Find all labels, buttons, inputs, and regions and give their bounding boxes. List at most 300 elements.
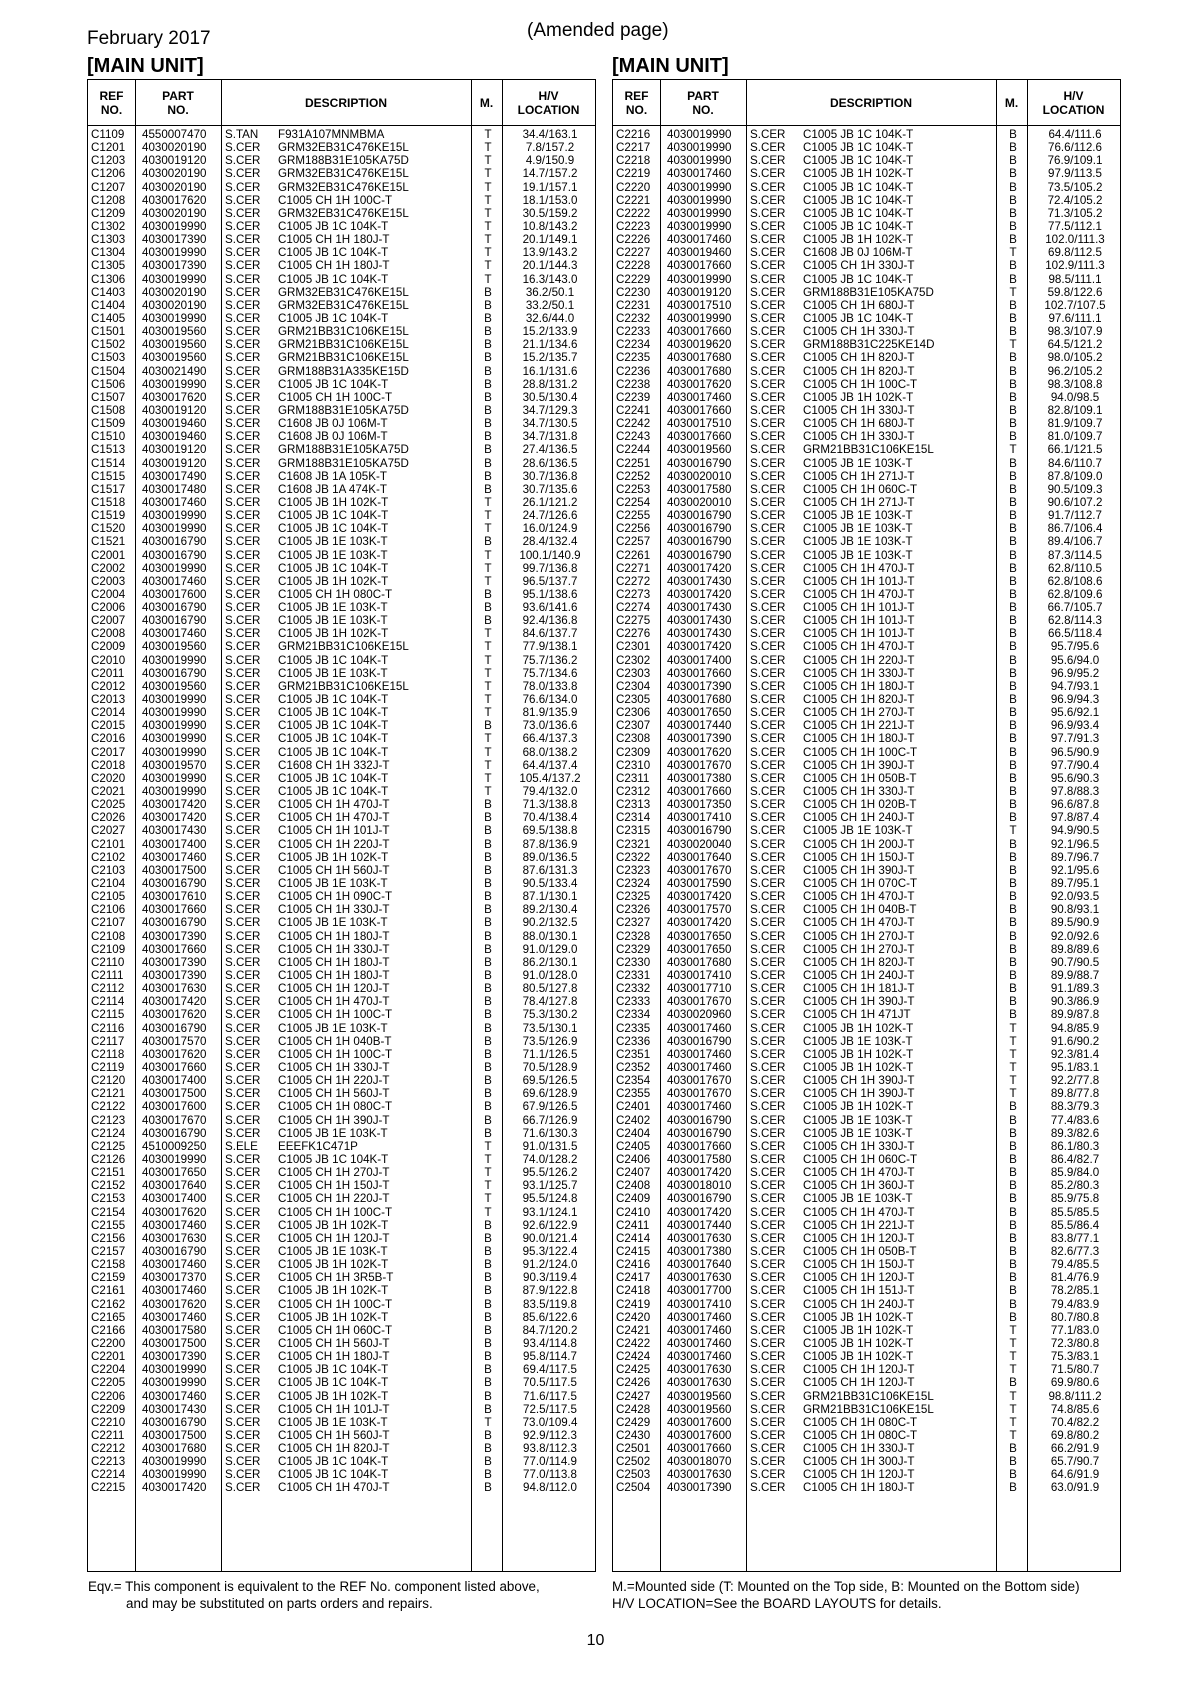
hv-location: 77.9/138.1 xyxy=(522,640,578,654)
part-type: S.CER xyxy=(225,693,261,707)
mount-side: B xyxy=(484,364,492,378)
part-type: S.CER xyxy=(750,942,786,956)
description: C1005 JB 1E 103K-T xyxy=(278,1244,388,1258)
ref-no: C2261 xyxy=(616,548,651,562)
part-no: 4030019120 xyxy=(142,403,207,417)
hv-location: 16.0/124.9 xyxy=(522,522,578,536)
hv-location: 93.8/112.3 xyxy=(523,1442,577,1456)
ref-no: C2010 xyxy=(91,653,126,667)
description: C1005 JB 1H 102K-T xyxy=(803,1350,914,1364)
ref-no: C2322 xyxy=(616,850,651,864)
ref-no: C2327 xyxy=(616,916,651,930)
ref-no: C2103 xyxy=(91,863,126,877)
hv-location: 70.5/117.5 xyxy=(523,1376,577,1390)
part-no: 4030019990 xyxy=(667,141,732,155)
ref-no: C2101 xyxy=(91,837,126,851)
hv-location: 16.1/131.6 xyxy=(522,364,578,378)
mount-side: T xyxy=(1009,1047,1017,1061)
table-row xyxy=(88,509,595,522)
part-type: S.CER xyxy=(225,1402,261,1416)
ref-no: C2161 xyxy=(91,1284,126,1298)
hv-location: 15.2/133.9 xyxy=(522,325,578,339)
mount-side: B xyxy=(1009,785,1017,799)
part-no: 4030017630 xyxy=(667,1231,732,1245)
part-no: 4030017570 xyxy=(667,903,732,917)
part-no: 4030019120 xyxy=(142,154,207,168)
table-row xyxy=(88,483,595,496)
table-row xyxy=(88,312,595,325)
ref-no: C2418 xyxy=(616,1284,651,1298)
ref-no: C2152 xyxy=(91,1179,126,1193)
table-row xyxy=(88,299,595,312)
part-type: S.CER xyxy=(225,456,261,470)
hv-location: 96.9/95.2 xyxy=(1050,666,1100,680)
part-type: S.CER xyxy=(225,1310,261,1324)
description: GRM188B31E105KA75D xyxy=(278,403,409,417)
ref-no: C2166 xyxy=(91,1323,126,1337)
ref-no: C1519 xyxy=(91,509,126,523)
table-row xyxy=(613,207,1120,220)
part-no: 4030017390 xyxy=(142,259,207,273)
description: C1005 CH 1H 101J-T xyxy=(803,627,915,641)
hv-location: 64.6/91.9 xyxy=(1050,1468,1100,1482)
hv-location: 95.5/124.8 xyxy=(522,1192,578,1206)
hv-location: 62.8/110.5 xyxy=(1048,561,1102,575)
table-row xyxy=(613,549,1120,562)
description: C1005 JB 1C 104K-T xyxy=(278,311,389,325)
mount-side: B xyxy=(1009,679,1017,693)
header-ref: REF NO. xyxy=(624,88,649,117)
description: C1005 CH 1H 470J-T xyxy=(278,798,390,812)
hv-location: 82.8/109.1 xyxy=(1047,403,1103,417)
part-no: 4030017430 xyxy=(142,1402,207,1416)
hv-location: 20.1/144.3 xyxy=(522,259,578,273)
mount-side: B xyxy=(1009,890,1017,904)
part-type: S.CER xyxy=(225,1284,261,1298)
part-no: 4030017630 xyxy=(667,1376,732,1390)
ref-no: C2251 xyxy=(616,456,651,470)
table-row xyxy=(613,719,1120,732)
table-row xyxy=(613,1416,1120,1429)
ref-no: C2326 xyxy=(616,903,651,917)
part-type: S.CER xyxy=(225,955,261,969)
part-type: S.CER xyxy=(750,1258,786,1272)
table-row xyxy=(88,1271,595,1284)
mount-side: B xyxy=(1009,1166,1017,1180)
table-row xyxy=(88,943,595,956)
ref-no: C2007 xyxy=(91,614,126,628)
description: C1005 CH 1H 150J-T xyxy=(803,1258,915,1272)
hv-location: 90.6/107.2 xyxy=(1047,495,1103,509)
ref-no: C2243 xyxy=(616,430,651,444)
ref-no: C2117 xyxy=(91,1034,125,1048)
description: C1005 CH 1H 180J-T xyxy=(278,955,390,969)
mount-side: B xyxy=(484,614,492,628)
table-row xyxy=(613,1008,1120,1021)
table-row xyxy=(88,654,595,667)
description: C1005 CH 1H 180J-T xyxy=(803,1481,915,1495)
description: GRM21BB31C106KE15L xyxy=(278,338,409,352)
part-no: 4030019990 xyxy=(667,154,732,168)
part-no: 4030016790 xyxy=(142,601,207,615)
table-row xyxy=(613,141,1120,154)
ref-no: C2215 xyxy=(91,1481,126,1495)
hv-location: 98.0/105.2 xyxy=(1047,351,1103,365)
ref-no: C2355 xyxy=(616,1087,651,1101)
part-type: S.CER xyxy=(225,877,261,891)
table-row xyxy=(88,325,595,338)
part-no: 4030017630 xyxy=(667,1363,732,1377)
table-row xyxy=(88,391,595,404)
part-no: 4030017460 xyxy=(142,495,207,509)
part-type: S.CER xyxy=(225,929,261,943)
hv-location: 20.1/149.1 xyxy=(522,233,578,247)
hv-location: 87.3/114.5 xyxy=(1048,548,1102,562)
part-type: S.CER xyxy=(225,653,261,667)
hv-location: 69.8/112.5 xyxy=(1048,246,1102,260)
table-row xyxy=(613,811,1120,824)
description: C1005 JB 1C 104K-T xyxy=(278,653,389,667)
part-type: S.CER xyxy=(225,1047,261,1061)
table-row xyxy=(613,1258,1120,1271)
part-no: 4030019990 xyxy=(142,1376,207,1390)
part-type: S.CER xyxy=(225,1074,261,1088)
hv-location: 96.9/93.4 xyxy=(1050,719,1100,733)
mount-side: T xyxy=(484,1415,492,1429)
mount-side: B xyxy=(1009,693,1017,707)
part-type: S.CER xyxy=(750,837,786,851)
part-no: 4030017500 xyxy=(142,863,207,877)
table-row xyxy=(88,601,595,614)
part-no: 4030017580 xyxy=(142,1323,207,1337)
ref-no: C2119 xyxy=(91,1060,125,1074)
table-row xyxy=(88,259,595,272)
ref-no: C2427 xyxy=(616,1389,651,1403)
part-no: 4030017620 xyxy=(142,1205,207,1219)
mount-side: B xyxy=(1009,1113,1017,1127)
description: C1005 JB 1E 103K-T xyxy=(803,456,913,470)
part-no: 4030019460 xyxy=(142,417,207,431)
description: C1005 JB 1C 104K-T xyxy=(278,272,389,286)
part-no: 4030019570 xyxy=(142,758,207,772)
hv-location: 75.3/130.2 xyxy=(522,1008,578,1022)
description: C1005 CH 1H 560J-T xyxy=(278,1428,390,1442)
table-row xyxy=(613,430,1120,443)
part-type: S.CER xyxy=(750,601,786,615)
part-type: S.CER xyxy=(225,601,261,615)
part-no: 4030017460 xyxy=(667,1350,732,1364)
part-no: 4030020190 xyxy=(142,206,207,220)
description: C1005 JB 1C 104K-T xyxy=(278,771,389,785)
description: C1005 JB 1C 104K-T xyxy=(278,1455,389,1469)
table-row xyxy=(88,1324,595,1337)
mount-side: T xyxy=(484,1192,492,1206)
mount-side: B xyxy=(1009,351,1017,365)
part-no: 4030017420 xyxy=(667,1166,732,1180)
mount-side: B xyxy=(484,969,492,982)
part-no: 4030016790 xyxy=(667,522,732,536)
hv-location: 70.4/82.2 xyxy=(1050,1415,1100,1429)
hv-location: 74.0/128.2 xyxy=(522,1152,578,1166)
description: C1005 JB 1E 103K-T xyxy=(803,548,913,562)
description: C1005 JB 1E 103K-T xyxy=(803,1113,913,1127)
table-row xyxy=(88,759,595,772)
ref-no: C2012 xyxy=(91,679,126,693)
part-no: 4030017630 xyxy=(142,1231,207,1245)
part-no: 4030017390 xyxy=(667,679,732,693)
hv-location: 93.6/141.6 xyxy=(522,601,578,615)
footnote-hv: H/V LOCATION=See the BOARD LAYOUTS for details. xyxy=(612,1596,942,1611)
table-row xyxy=(613,732,1120,745)
ref-no: C2407 xyxy=(616,1166,651,1180)
part-type: S.CER xyxy=(225,206,261,220)
part-no: 4030017420 xyxy=(667,587,732,601)
description: C1005 CH 1H 060C-T xyxy=(803,482,918,496)
part-no: 4030017440 xyxy=(667,1218,732,1232)
hv-location: 86.4/82.7 xyxy=(1050,1152,1100,1166)
hv-location: 34.4/163.1 xyxy=(522,128,578,141)
hv-location: 70.5/128.9 xyxy=(522,1060,578,1074)
part-no: 4030019990 xyxy=(142,522,207,536)
hv-location: 66.5/118.4 xyxy=(1048,627,1102,641)
ref-no: C2422 xyxy=(616,1336,651,1350)
description: C1005 CH 1H 151J-T xyxy=(803,1284,915,1298)
ref-no: C2402 xyxy=(616,1113,651,1127)
table-row xyxy=(613,654,1120,667)
part-no: 4030019560 xyxy=(142,679,207,693)
ref-no: C2321 xyxy=(616,837,651,851)
table-row xyxy=(88,1219,595,1232)
ref-no: C2331 xyxy=(616,969,651,982)
part-no: 4030020040 xyxy=(667,837,732,851)
hv-location: 92.1/96.5 xyxy=(1050,837,1100,851)
ref-no: C2501 xyxy=(616,1442,651,1456)
description: C1005 CH 1H 330J-T xyxy=(803,785,915,799)
part-type: S.CER xyxy=(750,1442,786,1456)
description: C1005 JB 1C 104K-T xyxy=(278,561,389,575)
ref-no: C2303 xyxy=(616,666,651,680)
ref-no: C2026 xyxy=(91,811,126,825)
mount-side: B xyxy=(484,587,492,601)
ref-no: C2425 xyxy=(616,1363,651,1377)
mount-side: B xyxy=(484,798,492,812)
description: C1005 CH 1H 101J-T xyxy=(803,601,915,615)
table-row xyxy=(88,1074,595,1087)
ref-no: C2323 xyxy=(616,863,651,877)
description: C1005 CH 1H 271J-T xyxy=(803,495,915,509)
description: C1005 JB 1C 104K-T xyxy=(803,272,914,286)
ref-no: C2235 xyxy=(616,351,651,365)
mount-side: B xyxy=(1009,1258,1017,1272)
part-no: 4030017460 xyxy=(667,167,732,181)
table-row xyxy=(613,575,1120,588)
part-no: 4030017660 xyxy=(667,785,732,799)
part-no: 4030017600 xyxy=(667,1415,732,1429)
hv-location: 73.5/130.1 xyxy=(522,1021,578,1035)
part-type: S.CER xyxy=(225,1192,261,1206)
table-row xyxy=(613,1153,1120,1166)
ref-no: C1109 xyxy=(91,128,125,141)
table-row xyxy=(88,798,595,811)
description: GRM21BB31C106KE15L xyxy=(803,1402,934,1416)
mount-side: B xyxy=(1009,1376,1017,1390)
description: C1005 JB 1E 103K-T xyxy=(803,824,913,838)
part-type: S.CER xyxy=(225,193,261,207)
description: C1005 CH 1H 040B-T xyxy=(803,903,917,917)
mount-side: T xyxy=(1009,246,1017,260)
mount-side: T xyxy=(484,548,492,562)
mount-side: B xyxy=(484,837,492,851)
ref-no: C2242 xyxy=(616,417,651,431)
part-type: S.CER xyxy=(750,522,786,536)
description: GRM21BB31C106KE15L xyxy=(803,1389,934,1403)
mount-side: T xyxy=(484,206,492,220)
part-no: 4030017620 xyxy=(142,1047,207,1061)
mount-side: B xyxy=(1009,377,1017,391)
part-no: 4030017660 xyxy=(142,1060,207,1074)
part-no: 4030019560 xyxy=(142,640,207,654)
hv-location: 95.6/90.3 xyxy=(1050,771,1100,785)
part-no: 4030019990 xyxy=(142,1152,207,1166)
hv-location: 27.4/136.5 xyxy=(522,443,578,457)
part-type: S.CER xyxy=(750,1402,786,1416)
mount-side: B xyxy=(1009,1100,1017,1114)
part-type: S.CER xyxy=(225,1271,261,1285)
footnote-eqv-cont: and may be substituted on parts orders and repairs. xyxy=(126,1596,433,1611)
part-type: S.CER xyxy=(750,1008,786,1022)
ref-no: C2125 xyxy=(91,1139,126,1153)
table-row xyxy=(88,1429,595,1442)
ref-no: C2218 xyxy=(616,154,651,168)
part-no: 4030017570 xyxy=(142,1034,207,1048)
ref-no: C2324 xyxy=(616,877,651,891)
description: C1005 CH 1H 050B-T xyxy=(803,771,917,785)
part-no: 4030017460 xyxy=(142,1258,207,1272)
table-row xyxy=(613,759,1120,772)
ref-no: C2165 xyxy=(91,1310,126,1324)
mount-side: B xyxy=(484,1087,492,1101)
table-row xyxy=(613,680,1120,693)
mount-side: B xyxy=(1009,811,1017,825)
table-row xyxy=(613,693,1120,706)
hv-location: 96.9/94.3 xyxy=(1050,693,1100,707)
mount-side: B xyxy=(1009,942,1017,956)
description: C1005 CH 1H 101J-T xyxy=(278,824,390,838)
part-no: 4030017460 xyxy=(667,1021,732,1035)
hv-location: 4.9/150.9 xyxy=(525,154,575,168)
part-no: 4030017660 xyxy=(142,903,207,917)
mount-side: B xyxy=(484,1060,492,1074)
part-type: S.CER xyxy=(750,443,786,457)
part-type: S.TAN xyxy=(225,128,259,141)
ref-no: C1521 xyxy=(91,535,126,549)
part-no: 4030019990 xyxy=(142,719,207,733)
part-no: 4030017420 xyxy=(142,1481,207,1495)
description: GRM188B31E105KA75D xyxy=(278,456,409,470)
part-type: S.CER xyxy=(750,653,786,667)
part-no: 4030019990 xyxy=(142,509,207,523)
mount-side: B xyxy=(484,1376,492,1390)
mount-side: B xyxy=(1009,850,1017,864)
ref-no: C2244 xyxy=(616,443,651,457)
hv-location: 85.5/85.5 xyxy=(1050,1205,1100,1219)
part-type: S.CER xyxy=(750,219,786,233)
table-row xyxy=(613,1232,1120,1245)
part-type: S.CER xyxy=(225,627,261,641)
table-row xyxy=(613,930,1120,943)
ref-no: C2255 xyxy=(616,509,651,523)
description: C1005 CH 1H 240J-T xyxy=(803,969,915,982)
hv-location: 78.4/127.8 xyxy=(522,995,578,1009)
description: C1005 JB 1H 102K-T xyxy=(803,1100,914,1114)
part-type: S.CER xyxy=(225,180,261,194)
table-row xyxy=(613,1390,1120,1403)
hv-location: 89.5/90.9 xyxy=(1050,916,1100,930)
hv-location: 97.8/88.3 xyxy=(1050,785,1100,799)
part-type: S.CER xyxy=(750,390,786,404)
table-row xyxy=(613,286,1120,299)
ref-no: C2417 xyxy=(616,1271,651,1285)
table-row xyxy=(88,207,595,220)
part-type: S.CER xyxy=(750,154,786,168)
description: C1005 CH 1H 471JT xyxy=(803,1008,911,1022)
part-no: 4030017390 xyxy=(142,929,207,943)
ref-no: C2151 xyxy=(91,1166,126,1180)
part-no: 4030019990 xyxy=(142,561,207,575)
part-no: 4030017410 xyxy=(667,1297,732,1311)
part-type: S.CER xyxy=(750,1310,786,1324)
table-row xyxy=(88,457,595,470)
table-row xyxy=(88,982,595,995)
part-type: S.CER xyxy=(750,1284,786,1298)
part-no: 4030017670 xyxy=(142,1113,207,1127)
mount-side: T xyxy=(484,154,492,168)
part-no: 4030017670 xyxy=(667,863,732,877)
part-type: S.CER xyxy=(750,403,786,417)
hv-location: 92.3/81.4 xyxy=(1050,1047,1100,1061)
table-row xyxy=(613,1429,1120,1442)
hv-location: 90.2/132.5 xyxy=(522,916,578,930)
mount-side: B xyxy=(484,1258,492,1272)
part-no: 4030017460 xyxy=(142,627,207,641)
table-row xyxy=(613,838,1120,851)
description: C1005 JB 1E 103K-T xyxy=(278,916,388,930)
description: C1005 CH 1H 470J-T xyxy=(803,1205,915,1219)
table-row xyxy=(613,956,1120,969)
mount-side: B xyxy=(1009,916,1017,930)
table-row xyxy=(613,1324,1120,1337)
ref-no: C2102 xyxy=(91,850,126,864)
hv-location: 64.4/111.6 xyxy=(1048,128,1102,141)
description: C1005 CH 1H 150J-T xyxy=(278,1179,390,1193)
part-no: 4030017660 xyxy=(667,1139,732,1153)
table-row xyxy=(88,969,595,982)
part-type: S.CER xyxy=(750,1481,786,1495)
ref-no: C2306 xyxy=(616,706,651,720)
description: C1005 CH 1H 181J-T xyxy=(803,982,915,996)
description: C1005 CH 1H 120J-T xyxy=(803,1363,915,1377)
ref-no: C2429 xyxy=(616,1415,651,1429)
mount-side: B xyxy=(484,1323,492,1337)
hv-location: 71.6/117.5 xyxy=(523,1389,577,1403)
hv-location: 85.9/75.8 xyxy=(1050,1192,1100,1206)
description: C1005 CH 1H 470J-T xyxy=(803,890,915,904)
mount-side: B xyxy=(1009,719,1017,733)
description: C1005 JB 1H 102K-T xyxy=(803,1336,914,1350)
table-row xyxy=(613,1100,1120,1113)
part-no: 4030019560 xyxy=(667,1389,732,1403)
description: C1005 CH 1H 180J-T xyxy=(278,1350,390,1364)
